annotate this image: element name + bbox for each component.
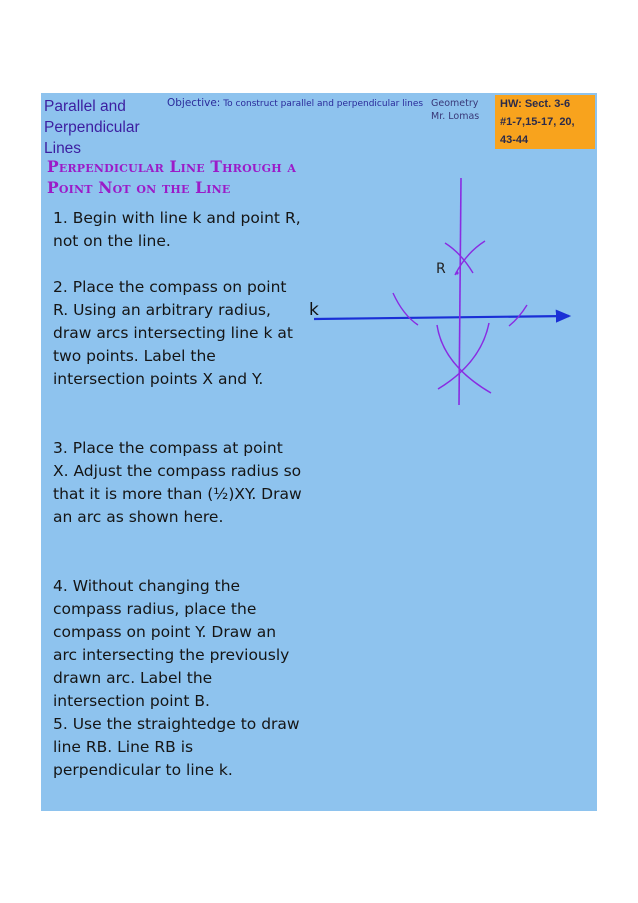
arc-from-x xyxy=(437,325,491,393)
step-1: 1. Begin with line k and point R, not on the line. xyxy=(53,209,301,250)
step-2: 2. Place the compass on point R. Using an arbitrary radius, draw arcs intersecting line k at two points. Label the intersection points X and Y. xyxy=(53,278,293,388)
homework-line: HW: Sect. 3-6 xyxy=(500,98,571,110)
teacher-name: Mr. Lomas xyxy=(431,111,480,122)
title-line: Parallel and xyxy=(44,98,126,115)
homework-line: #1-7,15-17, 20, xyxy=(500,116,575,128)
construction-diagram xyxy=(41,93,597,811)
objective-text: To construct parallel and perpendicular lines xyxy=(223,99,424,109)
step-4: 4. Without changing the compass radius, place the compass on point Y. Draw an arc intersecting the previously drawn arc. Label the intersection point B. xyxy=(53,577,290,710)
slide xyxy=(41,93,597,811)
arc-x xyxy=(393,293,418,325)
step-3: 3. Place the compass at point X. Adjust the compass radius so that it is more than (½)XY. Draw an arc as shown here. xyxy=(53,439,302,526)
heading-line: Point Not on the Line xyxy=(47,178,231,197)
objective-label: Objective: xyxy=(167,97,221,109)
course-name: Geometry xyxy=(431,98,479,109)
title-line: Perpendicular xyxy=(44,119,140,136)
homework-line: 43-44 xyxy=(500,134,529,146)
label-k: k xyxy=(309,300,319,320)
label-r: R xyxy=(436,261,446,277)
title-line: Lines xyxy=(44,140,82,157)
heading-line: Perpendicular Line Through a xyxy=(47,157,297,176)
point-r xyxy=(455,271,458,274)
step-5: 5. Use the straightedge to draw line RB. Line RB is perpendicular to line k. xyxy=(53,715,300,779)
line-k xyxy=(314,316,569,319)
arc-from-y xyxy=(438,323,489,389)
